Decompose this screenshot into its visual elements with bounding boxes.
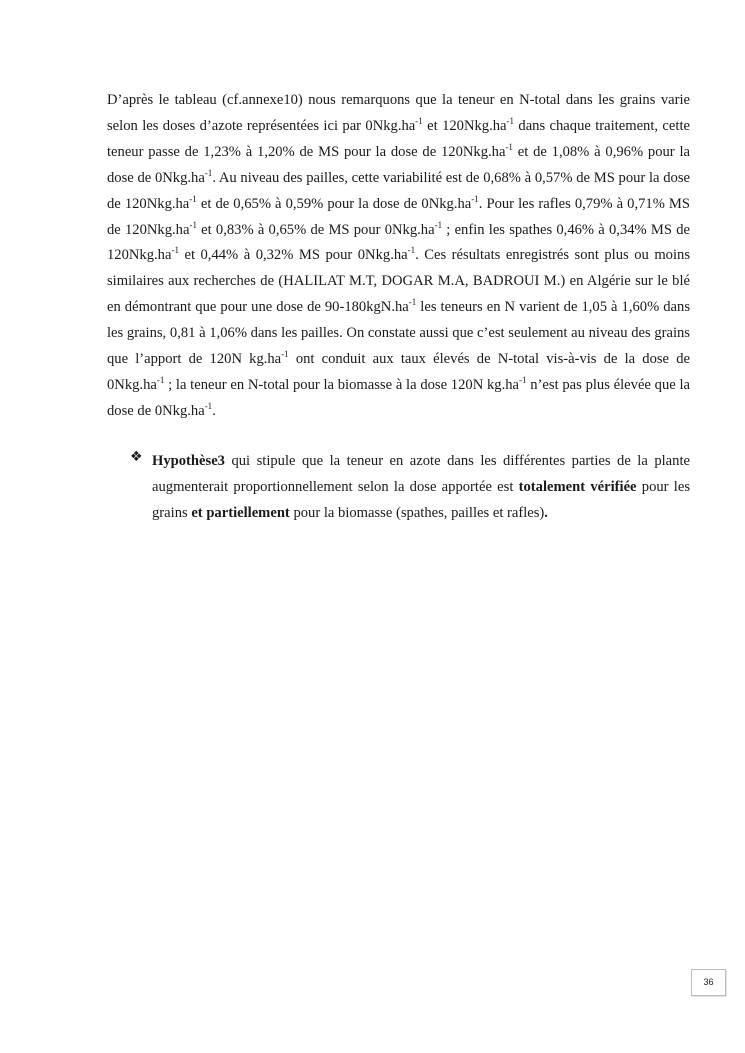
superscript: -1 — [407, 245, 416, 256]
text-run: et 120Nkg.ha — [422, 117, 507, 134]
emphasis-partiellement: et partiellement — [191, 505, 290, 521]
text-run: ; la teneur en N-total pour la biomasse à la dose 120N kg.ha — [164, 376, 520, 393]
page-number: 36 — [691, 969, 726, 996]
superscript: -1 — [415, 116, 423, 127]
superscript: -1 — [408, 297, 417, 308]
text-run: pour les grains — [152, 479, 690, 521]
text-run: . Ces résultats enregistrés sont plus ou moins similaires aux recherches de (HALILAT M.T, DOGAR M.A, BADROUI M.) en Algérie sur le blé en démontrant que pour une dose de 90-180kgN.ha — [107, 247, 691, 316]
superscript: -1 — [189, 219, 197, 230]
text-run: et de 1,08% à 0,96% pour la dose de 0Nkg.ha — [107, 143, 690, 186]
superscript: -1 — [189, 193, 197, 204]
hypothesis-bullet — [130, 448, 690, 526]
superscript: -1 — [281, 349, 289, 360]
text-run: ont conduit aux taux élevés de N-total vis-à-vis de la dose de 0Nkg.ha — [107, 351, 690, 393]
text-run: . — [212, 402, 216, 419]
superscript: -1 — [156, 375, 165, 386]
text-run: . Au niveau des pailles, cette variabilité est de 0,68% à 0,57% de MS pour la dose de 120Nkg.ha — [107, 169, 690, 212]
text-run: n’est pas plus élevée que la dose de 0Nkg.ha — [107, 376, 690, 419]
text-run: qui stipule que la teneur en azote dans les différentes parties de la plante augmenterait proportionnellement selon la dose apportée est — [152, 453, 690, 495]
text-run: et 0,44% à 0,32% MS pour 0Nkg.ha — [178, 247, 408, 264]
superscript: -1 — [171, 245, 179, 256]
text-run: dans chaque traitement, cette teneur passe de 1,23% à 1,20% de MS pour la dose de 120Nkg.ha — [107, 117, 690, 160]
superscript: -1 — [204, 401, 213, 412]
superscript: -1 — [471, 193, 479, 204]
body-paragraph — [107, 88, 690, 425]
superscript: -1 — [506, 116, 515, 127]
hypothesis-label: Hypothèse3 — [152, 453, 225, 469]
text-run: et 0,83% à 0,65% de MS pour 0Nkg.ha — [196, 221, 435, 238]
text-run: pour la biomasse (spathes, pailles et rafles) — [289, 505, 545, 521]
superscript: -1 — [434, 219, 443, 230]
text-run: et de 0,65% à 0,59% pour la dose de 0Nkg.ha — [196, 195, 472, 212]
emphasis-totalement: totalement vérifiée — [518, 479, 637, 495]
superscript: -1 — [519, 375, 527, 386]
hypothesis-text — [152, 448, 690, 526]
final-period: . — [544, 505, 548, 521]
text-run: ; enfin les spathes 0,46% à 0,34% MS de 120Nkg.ha — [107, 221, 690, 264]
superscript: -1 — [204, 167, 213, 178]
superscript: -1 — [505, 141, 513, 152]
text-run: les teneurs en N varient de 1,05 à 1,60% dans les grains, 0,81 à 1,06% dans les pailles. On constate aussi que c’est seulement au niveau des grains que l’apport de 120N kg.ha — [107, 299, 691, 368]
text-run: . Pour les rafles 0,79% à 0,71% MS de 120Nkg.ha — [107, 195, 691, 238]
diamond-bullet-icon: ❖ — [130, 449, 143, 465]
text-run: D’après le tableau (cf.annexe10) nous remarquons que la teneur en N-total dans les grains varie selon les doses d’azote représentées ici par 0Nkg.ha — [107, 92, 690, 134]
